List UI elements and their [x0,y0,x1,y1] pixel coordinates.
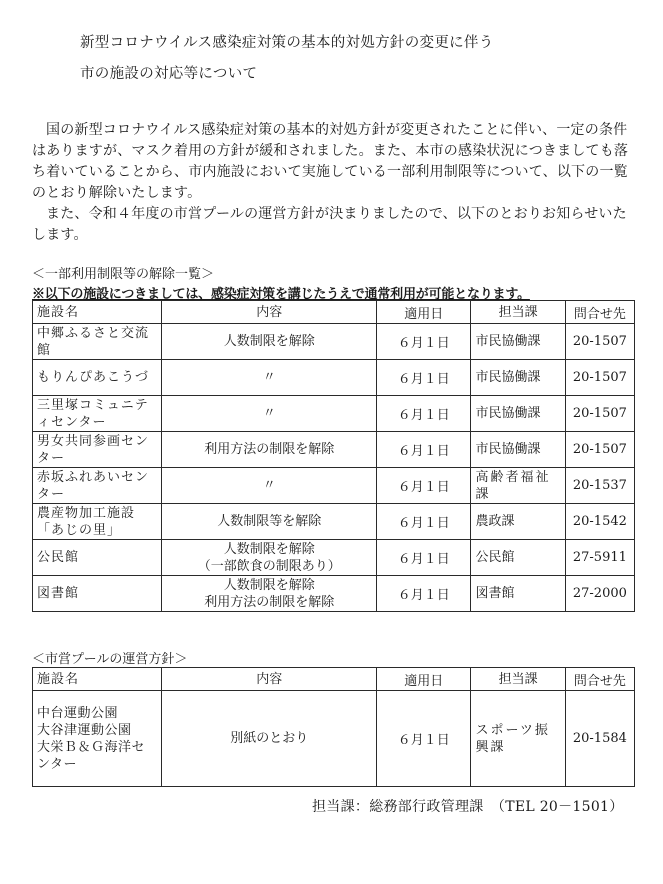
intro-paragraph [32,120,638,204]
pool-tel: 20-1584 [565,691,634,787]
facility-tel: 27-2000 [565,576,634,612]
facility-date: ６月１日 [377,324,471,360]
table-row [33,504,635,540]
header-name: 施設名 [33,301,162,324]
table-header-row [33,668,635,691]
header-tel: 問合せ先 [565,668,634,691]
facility-content [162,576,377,612]
pool-name-1: 中台運動公園 [37,705,119,721]
facility-name: 中郷ふるさと交流館 [33,324,162,360]
header-content: 内容 [162,301,377,324]
facility-content: 〃 [162,468,377,504]
facility-name: 男女共同参画センター [33,432,162,468]
table-row [33,540,635,576]
section1-note: ※以下の施設につきましては、感染症対策を講じたうえで通常利用が可能となります。 [32,287,530,302]
facility-date: ６月１日 [377,576,471,612]
header-dept: 担当課 [471,668,565,691]
facility-tel: 27-5911 [565,540,634,576]
restriction-lift-table [32,300,635,612]
facility-content: 人数制限を解除 [162,324,377,360]
pool-paragraph [32,204,638,246]
facility-date: ６月１日 [377,360,471,396]
pool-paragraph-text: また、令和４年度の市営プールの運営方針が決まりましたので、以下のとおりお知らせいたします。 [32,206,627,243]
pool-content: 別紙のとおり [162,691,377,787]
header-tel: 問合せ先 [565,301,634,324]
facility-tel: 20-1542 [565,504,634,540]
facility-content-line1: 人数制限を解除 [223,541,315,557]
facility-name: 公民館 [33,540,162,576]
facility-date: ６月１日 [377,432,471,468]
facility-content: 利用方法の制限を解除 [162,432,377,468]
table-row [33,576,635,612]
facility-tel: 20-1507 [565,432,634,468]
intro-paragraph-text: 国の新型コロナウイルス感染症対策の基本的対処方針が変更されたことに伴い、一定の条件はありますが、マスク着用の方針が緩和されました。また、本市の感染状況につきましても落ち着いていることから、市内施設において実施している一部利用制限等について、以下の一覧のとおり解除いたします。 [32,122,629,201]
document-title-line1: 新型コロナウイルス感染症対策の基本的対処方針の変更に伴う [80,35,494,51]
facility-content-line1: 人数制限を解除 [223,577,315,593]
facility-content-line2: （一部飲食の制限あり） [197,558,341,574]
facility-tel: 20-1537 [565,468,634,504]
pool-date: ６月１日 [377,691,471,787]
facility-dept: 市民協働課 [471,396,565,432]
table-row [33,691,635,787]
header-dept: 担当課 [471,301,565,324]
facility-date: ６月１日 [377,468,471,504]
facility-tel: 20-1507 [565,396,634,432]
facility-content: 〃 [162,396,377,432]
header-name: 施設名 [33,668,162,691]
facility-dept: 高齢者福祉課 [471,468,565,504]
facility-tel: 20-1507 [565,360,634,396]
facility-content-line2: 利用方法の制限を解除 [204,594,335,610]
facility-date: ６月１日 [377,504,471,540]
facility-tel: 20-1507 [565,324,634,360]
section1-label: ＜一部利用制限等の解除一覧＞ [32,267,215,282]
pool-dept: スポーツ振興課 [471,691,565,787]
header-date: 適用日 [377,301,471,324]
facility-date: ６月１日 [377,396,471,432]
facility-dept: 公民館 [471,540,565,576]
pool-policy-table [32,667,635,787]
facility-name: 農産物加工施設「あじの里」 [33,504,162,540]
table-header-row [33,301,635,324]
facility-dept: 市民協働課 [471,324,565,360]
header-content: 内容 [162,668,377,691]
facility-dept: 市民協働課 [471,432,565,468]
section2-label: ＜市営プールの運営方針＞ [32,652,188,667]
document-title-line2: 市の施設の対応等について [80,66,258,82]
header-date: 適用日 [377,668,471,691]
facility-date: ６月１日 [377,540,471,576]
facility-content [162,540,377,576]
table-row [33,468,635,504]
facility-content: 人数制限等を解除 [162,504,377,540]
facility-name: もりんぴあこうづ [33,360,162,396]
contact-footer: 担当課：総務部行政管理課 （TEL 20－1501） [312,799,624,815]
facility-name: 赤坂ふれあいセンター [33,468,162,504]
table-row [33,396,635,432]
pool-name-3: 大栄Ｂ＆Ｇ海洋センター [37,739,146,772]
table-row [33,360,635,396]
facility-dept: 図書館 [471,576,565,612]
facility-content: 〃 [162,360,377,396]
facility-name: 三里塚コミュニティセンター [33,396,162,432]
pool-names [33,691,162,787]
facility-name: 図書館 [33,576,162,612]
table-row [33,432,635,468]
table-row [33,324,635,360]
pool-name-2: 大谷津運動公園 [37,722,132,738]
facility-dept: 市民協働課 [471,360,565,396]
facility-dept: 農政課 [471,504,565,540]
